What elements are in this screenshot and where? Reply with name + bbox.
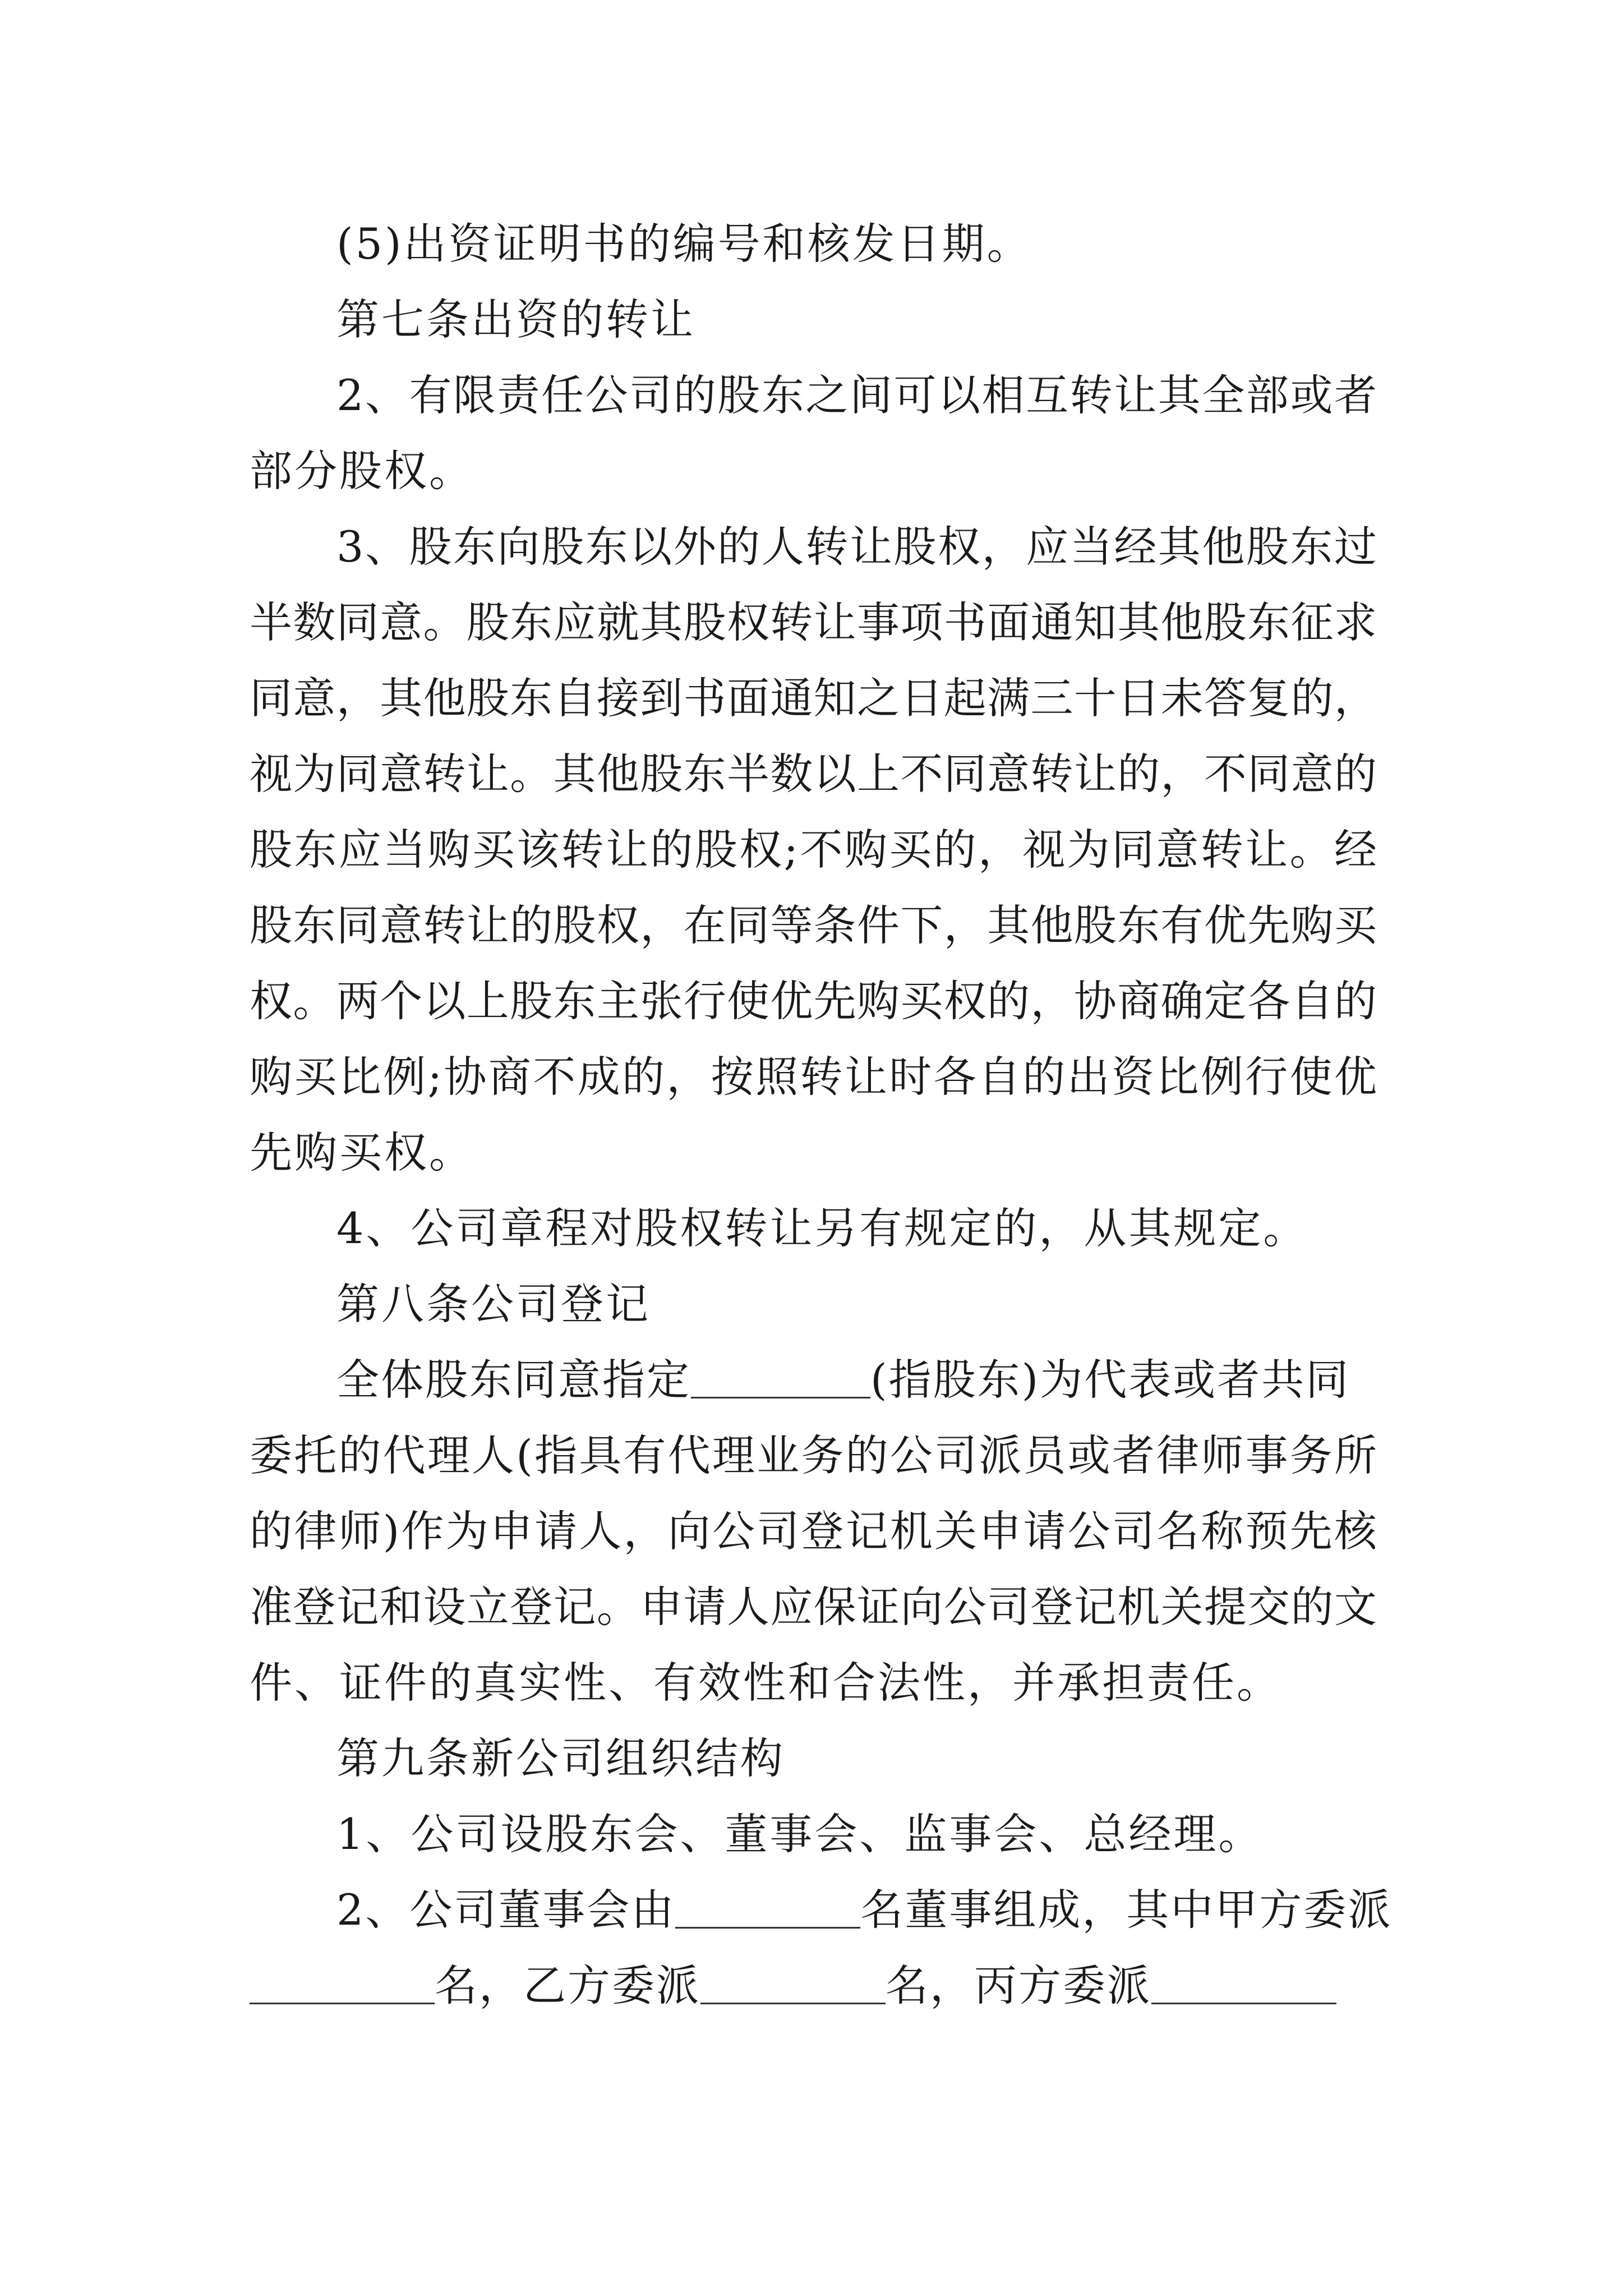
text-line: 件、证件的真实性、有效性和合法性，并承担责任。 [250, 1658, 1281, 1708]
text-line: 视为同意转让。其他股东半数以上不同意转让的，不同意的 [250, 749, 1377, 799]
section-heading: 第九条新公司组织结构 [336, 1733, 785, 1783]
text-fragment: 名董事组成，其中甲方委派 [860, 1885, 1393, 1935]
fill-in-blank[interactable] [250, 1958, 435, 2004]
text-line: 股东应当购买该转让的股权;不购买的，视为同意转让。经 [250, 825, 1377, 875]
section-heading: 第八条公司登记 [336, 1279, 651, 1329]
text-line: 4、公司章程对股权转让另有规定的，从其规定。 [336, 1203, 1308, 1253]
text-line: 半数同意。股东应就其股权转让事项书面通知其他股东征求 [250, 597, 1377, 647]
text-fragment: (指股东)为代表或者共同 [870, 1355, 1350, 1405]
text-line [336, 1352, 1350, 1408]
text-fragment: 2、公司董事会由 [336, 1885, 676, 1935]
fill-in-blank[interactable] [691, 1352, 870, 1398]
text-line: 股东同意转让的股权，在同等条件下，其他股东有优先购买 [250, 900, 1377, 950]
text-line: 准登记和设立登记。申请人应保证向公司登记机关提交的文 [250, 1582, 1377, 1632]
text-line: 先购买权。 [250, 1128, 474, 1177]
text-line: 的律师)作为申请人，向公司登记机关申请公司名称预先核 [250, 1506, 1377, 1556]
text-line [336, 1882, 1392, 1938]
fill-in-blank[interactable] [700, 1958, 886, 2004]
text-line [250, 1958, 1336, 2014]
text-line: 购买比例;协商不成的，按照转让时各自的出资比例行使优 [250, 1052, 1377, 1102]
text-line: 同意，其他股东自接到书面通知之日起满三十日未答复的， [250, 673, 1377, 723]
fill-in-blank[interactable] [675, 1882, 860, 1929]
text-line: 委托的代理人(指具有代理业务的公司派员或者律师事务所 [250, 1430, 1377, 1480]
text-line: 3、股东向股东以外的人转让股权，应当经其他股东过 [336, 522, 1377, 572]
section-heading: 第七条出资的转让 [336, 295, 695, 344]
fill-in-blank[interactable] [1151, 1958, 1336, 2004]
text-fragment: 名，乙方委派 [435, 1961, 700, 2010]
text-line: 部分股权。 [250, 446, 474, 496]
text-line: (5)出资证明书的编号和核发日期。 [336, 219, 1032, 269]
text-line: 2、有限责任公司的股东之间可以相互转让其全部或者 [336, 370, 1377, 420]
text-fragment: 全体股东同意指定 [336, 1355, 691, 1405]
text-fragment: 名，丙方委派 [886, 1961, 1151, 2010]
text-line: 权。两个以上股东主张行使优先购买权的，协商确定各自的 [250, 976, 1377, 1026]
text-line: 1、公司设股东会、董事会、监事会、总经理。 [336, 1809, 1264, 1859]
